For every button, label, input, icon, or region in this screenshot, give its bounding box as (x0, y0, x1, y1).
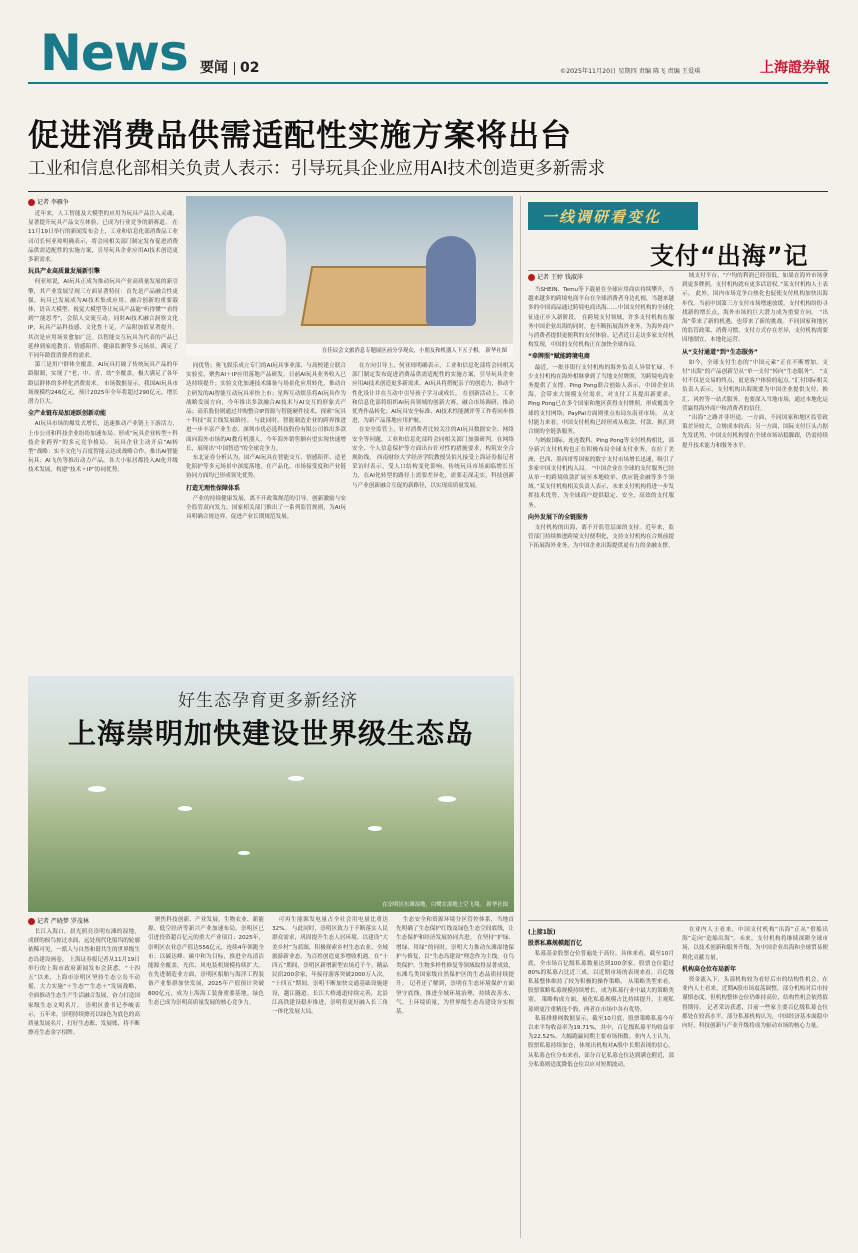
byline-marker-icon (28, 918, 35, 925)
eco-title-big: 上海崇明加快建设世界级生态岛 (68, 717, 475, 750)
column-separator (520, 196, 521, 1238)
lead-column-3: 在方向引导上，何亚琼明确表示，工业和信息化部将会同相关部门制定发布促进消费品供需适配性的实施方案，引导玩具企业应用AI技术创造更多新需求。AI玩具将搭配亲子的创造力，推动个性化设计并在互动中引导孩子学习或成长。 在创新活动上，工业和信息化部将组织AI玩具领域的创新大赛，融合市场调研、推动优秀作品转化；AI玩具安全标准、AI技术性能测评等工作将同步推进，为新产品落地应用护航。 在安全监管上，针对消费者比较关注的AI玩具数据安全、网络安全等问题，工业和信息化部将会同相关部门加强研判，在网络安全、个人信息保护等方面出台针对性的措施要求，构筑安全合规防线。 西南财经大学经济学院教授吴伯凡接受上海证券报记者采访时表示，受人口结构变化影响，传统玩具市场面临增长压力，在AI化转型的路径上需要差异化，需要走深走实，科技创新与产业创新融合互促的新路径，以实现高质量发展。 (352, 363, 514, 489)
section-label: 要闻 (200, 60, 228, 76)
eco-column-3: 可再生能源发电量占全社会用电量比重达32%。 与此同时，崇明区致力于不断落实人民群众需求，巩固提升生态人居环境。以建设“大美乡村”为蓝图，积极探索乡村生态农业、全域旅游新业态，为百姓创造更多增收机遇。在“十四五”期间，崇明区新增新型农场近千个，精品民宿200余家，年接待游客突破2000万人次。 “十四五”期间，崇明不断加快交通基础设施建设，越江隧道、长江大桥通道持续完善，北沿江高铁建设稳步推进，崇明将更好融入长三角一体化发展大局。 (272, 917, 388, 1016)
eco-photo-caption: 在崇明区东滩湿地，白鹭在湿地上空飞翔。 新华社图 (382, 902, 508, 908)
egret-6 (238, 851, 250, 855)
fund-continued-label: (上接1版) (528, 929, 556, 936)
egret-4 (368, 826, 382, 831)
egret-2 (178, 806, 192, 811)
pay-column-2: 域支付平台。“户均的利润已经很低，如果在海外市场拿到更多牌照，支付机构就有更多话语权。”某支付机构人士表示。 此外，国内市场竞争白热化也促使支付机构加快出海步伐。当前中国第三方支付市场增速放缓，支付机构纷纷寻找新的增长点，海外市场的巨大潜力成为重要方向。 “出海”带来了新的机遇，也带来了新的挑战。不同国家和地区的监管政策、消费习惯、支付方式存在差异，支付机构需要因地制宜、本地化运营。 从“支付通道”到“生态服务” 如今，全球支付生态的“中国元素”正在不断增加。支付“出海”的产品创新呈从“单一支付”转向“生态服务”。 “支付不仅是交易的终点，更是客户体验的起点。”汇付国际相关负责人表示，支付机构出海既要为中国企业提供支付、换汇、风控等一站式服务，也要深入当地市场，通过本地化运营赢得海外商户和消费者的信任。 “出海”之路并非坦途。一方面，不同国家和地区监管政策差异较大，合规成本较高；另一方面，国际支付巨头占据先发优势，中国支付机构要在全球市场站稳脚跟，仍需持续提升技术能力和服务水平。 (682, 273, 828, 449)
pay-subtitle-3: 从“支付通道”到“生态服务” (682, 348, 758, 356)
masthead-rule (28, 82, 828, 84)
paper-name: 上海證券報 (760, 60, 830, 76)
news-logo: News (40, 24, 188, 82)
pay-tag: 一线调研看变化 (528, 202, 698, 230)
pay-title: 支付“出海”记 (650, 242, 809, 270)
egret-1 (88, 786, 106, 792)
byline-marker-icon (528, 274, 535, 281)
fund-subtitle-2: 机构高仓位布局新年 (682, 965, 737, 973)
photo-board (301, 266, 442, 326)
fund-subtitle: 股票私募规模超百亿 (528, 940, 583, 948)
byline-marker-icon (28, 199, 35, 206)
photo-caption: 在佳辰会文旅消息专题展区前分享观众，小朋友和机器人下五子棋。 新华社图 (186, 344, 513, 356)
lead-subhead: 工业和信息化部相关负责人表示：引导玩具企业应用AI技术创造更多新需求 (28, 159, 606, 179)
lead-headline: 促进消费品供需适配性实施方案将出台 (28, 118, 572, 154)
eco-byline: 记者 严晓梦 罗茂林 (28, 916, 89, 925)
lead-subtitle-1: 玩具产业高质量发展新引擎 (28, 268, 101, 276)
pay-subtitle-1: “牵牌照”赋能跨境电商 (528, 353, 590, 361)
lead-photo (186, 196, 513, 356)
masthead (0, 0, 858, 92)
photo-robot-arm (226, 216, 286, 316)
section-divider (234, 62, 235, 75)
lead-rule (28, 191, 828, 192)
pay-title-rule (528, 270, 828, 271)
issue-meta: ©2025年11月20日 星期四 责编 陈飞 责编 王爱琪 (560, 68, 701, 75)
photo-child (426, 236, 476, 326)
lead-subtitle-2: 全产业链布局加速跃创新动能 (28, 410, 107, 418)
lead-byline: 记者 李雁争 (28, 197, 69, 206)
eco-photo (28, 676, 514, 912)
fund-column-1: (上接1版) 股票私募规模超百亿 私募基金股票仓位普遍处于高位。具体来看，截至10月底，全市场百亿级私募数量达到100余家，股票仓位超过80%的私募占比近三成。以近期市场的表现来看，百亿级私募整体维持了较为积极的操作策略。 从策略类型来看，股票策略私募规模持续增长，成为私募行业中最大的策略类别。 策略构成方面，量化私募规模占比持续提升，主观私募则更注重精选个股，两者在市场中各有优势。 私募排排网数据显示，截至10月底，股票策略私募今年以来平均收益率为19.71%，其中，百亿级私募平均收益率为22.52%，大幅跑赢同期主要市场指数。业内人士认为，股票私募持续加仓，体现出机构对A股中长期表现的信心。 从私募仓位分布来看，部分百亿私募仓位达到满仓附近，部分私募则适度降低仓位以应对短期波动。 (528, 929, 674, 1068)
egret-3 (288, 776, 304, 781)
pay-column-1: 当SHEIN、Temu等下载量在全球应用商店持续攀升，当越来越多的跨境电商平台在全球消费者身边扎根，当越来越多的中国商品通过跨境电商出海……中国支付机构的全球化征途正步入新阶段。 在跨境支付领域，许多支付机构在服务中国企业出海的同时，也不断拓展海外业务，为海外商户与消费者提供更便利的支付体验。记者近日走访多家支付机构发现，中国的支付机构正在加快全球布局。 “牵牌照”赋能跨境电商 最近，一批非银行支付机构的海外负责人异常忙碌。不少支付机构在海外相继拿到了当地支付牌照，为跨境电商业务提供了支撑。Ping Pong联合创始人表示，中国企业出海，会带来大规模支付需求，对支付工具提出新要求。Ping Pong已在多个国家和地区获得支付牌照，形成覆盖全球的支付网络；PayPal方面则重点布局东南亚市场。 从支付能力来看，中国支付机构已经形成从收款、付款、换汇到合规的全链条服务。 与蚂蚁国际、连连数科、Ping Pong等支付机构相比，部分新兴支付机构也正在积极布局全球支付业务。在拉丁美洲，巴西、墨西哥等国家的数字支付市场增长迅速，吸引了多家中国支付机构入局。 “中国企业在全球的支付服务已经从单一的跨境收款扩展至本地收单、供应链金融等多个领域。”某支付机构相关负责人表示，未来支付机构将进一步发挥技术优势，为全球商户提供稳定、安全、高效的支付服务。 向外发展下的全链服务 支付机构的出海，离不开监管层面的支持。近年来，监管部门持续推进跨境支付便利化，支持支付机构在合规前提下拓展海外业务，为中国企业出海提供更有力的金融支撑。 (528, 287, 674, 550)
lead-subtitle-3: 打造无理性保障体系 (186, 484, 241, 492)
fund-column-2: 在业内人士看来，中国支付机构“出海”正从“借船出海”走向“造船出海”。未来，支付机构将继续深耕全球市场，以技术创新和服务升级，为中国企业出海和全球贸易便利化贡献力量。 机构高仓位布局新年 资金流入下，头部机构较为看好后市的结构性机会。在业内人士看来，近期A股市场震荡调整，部分机构对后市持谨慎态度，但机构整体仓位仍维持高位，结构性机会依然值得期待。 记者采访获悉，目前一些家主要百亿级私募仓位都处在较高水平。部分私募机构认为，中国经济基本面稳中向好，科技创新与产业升级将成为驱动市场的核心力量。 (682, 927, 828, 1030)
eco-title-small: 好生态孕育更多新经济 (178, 691, 358, 711)
fund-rule (528, 920, 828, 921)
eco-column-2: 聚焦科技创新、产业发展，生物农业、新能源、低空经济等新兴产业加速布局，崇明区已引进投资超百亿元的重大产业项目；2025年，崇明区农业总产值达556亿元，连续4年领跑全市；以碳达峰、碳中和为目标，推进全岛清洁能源全覆盖，光伏、风电装机规模持续扩大。 在先进制造业方面，崇明区船舶与海洋工程装备产业集群加快发展，2025年产值预计突破800亿元，成为上海海工装备重要基地。绿色生态已成为崇明高质量发展的核心竞争力。 (148, 917, 264, 1006)
pay-subtitle-2: 向外发展下的全链服务 (528, 513, 589, 521)
eco-column-4: 生态安全和资源环境分区管控体系，当地首先明确了生态保护红线及绿色生态空间底线，让生态保护和经济发展协同共进。 在坚持“护绿、增绿、用绿”的同时，崇明大力推动东滩湿地保护与修复，以“生态岛建设”理念作为主线，在鸟类保护、生物多样性修复等领域取得显著成效，东滩鸟类国家级自然保护区的生态品质持续提升。 记者还了解到，崇明在生态环境保护方面坚守底线，推进全域环境治理，持续改善水、气、土环境质量，为世界级生态岛建设夯实根基。 (396, 917, 514, 1016)
egret-5 (438, 796, 456, 802)
eco-column-1: 长江入海口，晨光照亮崇明东滩的湿地，成群的候鸟掠过水面，远处现代化船坞的轮廓依稀可见，一派人与自然和谐共生的世界级生态岛建设画卷。 上海证券报记者从11月19日举行的上海市政府新闻发布会获悉，“十四五”以来，上海市崇明区坚持生态立岛不动摇，大力实施“＋生态”“生态＋”发展战略，全面推动生态生产生活融合发展，奋力打造国家级生态文明名片。 崇明区委书记李峻表示，五年来，崇明持续擦亮以绿色为底色的高质量发展名片，打好生态账、发展账，将不断擦亮生态金字招牌。 (28, 929, 140, 1037)
pay-byline: 记者 王婷 钱淑萍 (528, 272, 583, 281)
page-number: 02 (240, 60, 260, 76)
lead-column-1: 近年来，人工智能及大模型的应用为玩具产品注入灵魂，显著提升玩具产品交互体验，已成为行业竞争的新赛道。 在11月19日举行的新闻发布会上，工业和信息化部消费品工业司司长何亚琼明确表示，将会同相关部门制定发布促进消费品供需适配性的实施方案，引导玩具企业应用AI技术创造更多新需求。 玩具产业高质量发展新引擎 何亚琼说，AI玩具正成为推动玩具产业高质量发展的新引擎，其产业发展呈现三方面显著特征：首先是产品融合性更强。玩具已发展成为AI技术集成应用、融合创新的重要载体，语音大模型、视觉大模型等让玩具产品能“听得懂”“看得到”“能思考”，会陪人交流互动。同时AI技术融合洞察文化IP，玩具产品科技感、文化性十足，产品附加值显著提升。 其次是应用场景愈加广泛。以智能交互玩具为代表的产品已延伸到家庭教育、情感陪伴、健康监测等多元场景，满足了不同年龄段消费者的需求。 第三是用户群体全覆盖。AI玩具打破了传统玩具产品的年龄限制，实现了“老、中、青、幼”全覆盖，极大满足了各年龄层群体的多样化消费需求。 市场数据显示，我国AI玩具市场规模约246亿元，预计2025年全年将超过290亿元，增长潜力巨大。 全产业链布局加速跃创新动能 AI玩具市场的爆发式增长，迅速推动产业链上下游活力，上市公司和科技企业纷纷加速布局。形成“玩具企业转型＋科技企业跨界”的多元竞争格局。 玩具企业主动开启“AI转型”战略：实丰文化与百度智能云达成战略合作，推出AI智能玩具；AI飞鱼等推出动力产品，各大小家居都投入AI化升级技术发展，构建“技术＋IP”协同优势。 (28, 211, 178, 474)
lead-column-2: 同优势；奥飞娱乐成立专门的AI玩具事业部，与高校建立联合实验室，聚焦AI＋IP应用落地产品研发。日前AI玩具业务收入已达持续提升；实验文化加速技术储备与场景化应用转化，推动自主研发的AI智能互动玩具率快上市；星辉互动娱乐将AI玩具作为战略发展方向，今年推出多款融合AI技术与AI交互的形象式产品；高乐股份则通过并购整合IP资源与智能硬件技术，探索“玩具＋科技”双主线发展路径。 与此同时，智能制造企业的跨界推进进一步丰富产业生态。深圳市优必选科技股份有限公司推出多款面向海外市场的AI教育机器人，今年海外销售额有望实现快速增长，展现出“中国智造”的全球竞争力。 东北证券分析认为，国产AI玩具在智能交互、情感陪伴、适老化陪护等多元场景中深度落地，在产品化、市场接受度和产业链协同方面均已形成领先优势。 打造无理性保障体系 产业的持续健康发展，离不开政策规范的引导。创新激励与安全监管双向发力，国家相关部门推出了一系列监管规则，为AI玩具明确合规边界，促进产业长期规范发展。 (186, 363, 346, 521)
